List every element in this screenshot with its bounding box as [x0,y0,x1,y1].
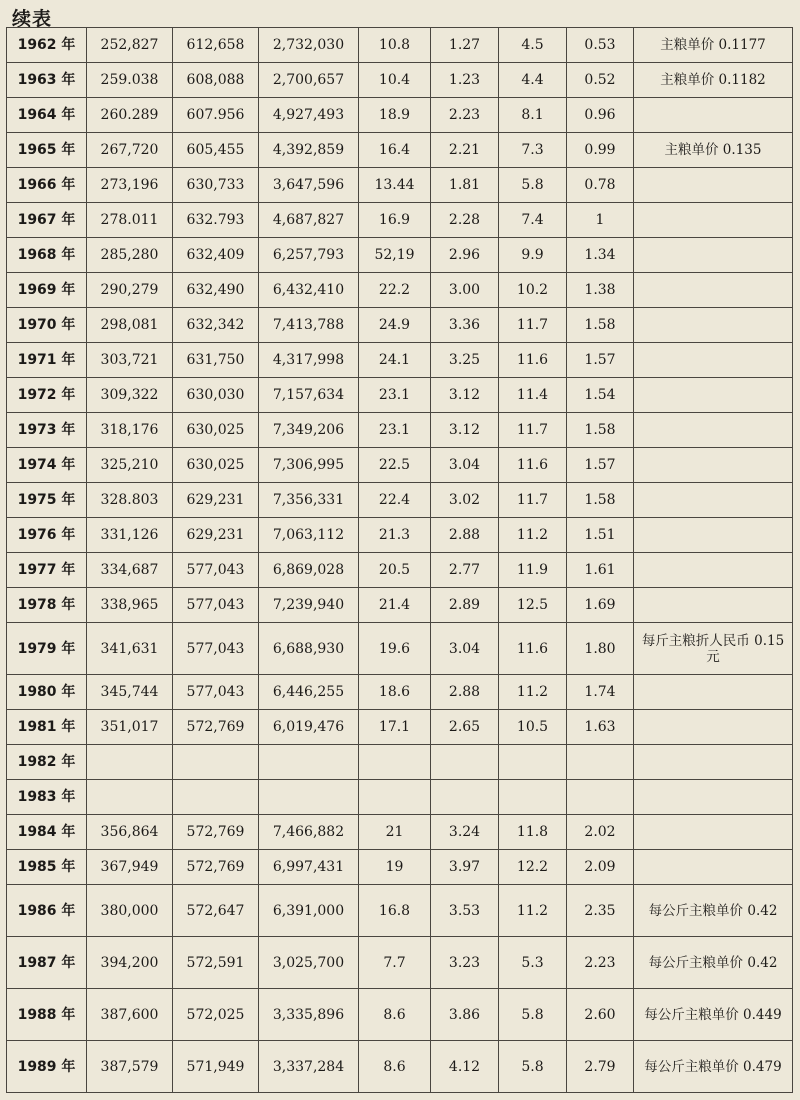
value-cell-c7: 1.61 [567,553,634,588]
value-cell-c2: 605,455 [173,133,259,168]
value-cell-c4: 24.1 [359,343,431,378]
table-row [7,885,793,937]
value-cell-c3: 2,700,657 [259,63,359,98]
value-cell-c6: 5.8 [499,989,567,1041]
value-cell-c1: 267,720 [87,133,173,168]
value-cell-c7: 1.69 [567,588,634,623]
value-cell-c3: 6,688,930 [259,623,359,675]
year-cell: 1965 年 [7,133,87,168]
value-cell-c7: 1.38 [567,273,634,308]
value-cell-c5: 3.00 [431,273,499,308]
value-cell-c3: 7,063,112 [259,518,359,553]
value-cell-c2: 572,025 [173,989,259,1041]
value-cell-c4: 52,19 [359,238,431,273]
value-cell-c3: 6,257,793 [259,238,359,273]
value-cell-c1: 259.038 [87,63,173,98]
note-cell [634,850,793,885]
value-cell-c2: 607.956 [173,98,259,133]
value-cell-c3: 7,356,331 [259,483,359,518]
note-cell [634,483,793,518]
value-cell-c1: 331,126 [87,518,173,553]
value-cell-c2: 608,088 [173,63,259,98]
value-cell-c4: 19 [359,850,431,885]
value-cell-c3: 2,732,030 [259,28,359,63]
value-cell-c1: 367,949 [87,850,173,885]
table-row [7,413,793,448]
value-cell-c4: 19.6 [359,623,431,675]
table-row [7,63,793,98]
value-cell-c4: 23.1 [359,413,431,448]
note-cell: 主粮单价 0.135 [634,133,793,168]
value-cell-c1: 394,200 [87,937,173,989]
value-cell-c7: 2.35 [567,885,634,937]
value-cell-c4: 8.6 [359,1041,431,1093]
value-cell-c6: 4.5 [499,28,567,63]
value-cell-c3: 6,997,431 [259,850,359,885]
year-cell: 1980 年 [7,675,87,710]
value-cell-c4 [359,745,431,780]
value-cell-c2: 572,769 [173,710,259,745]
value-cell-c2: 631,750 [173,343,259,378]
value-cell-c4: 16.9 [359,203,431,238]
value-cell-c7: 1 [567,203,634,238]
value-cell-c7: 2.02 [567,815,634,850]
value-cell-c1 [87,745,173,780]
value-cell-c1: 273,196 [87,168,173,203]
value-cell-c6 [499,780,567,815]
year-cell: 1981 年 [7,710,87,745]
value-cell-c3: 6,446,255 [259,675,359,710]
value-cell-c5: 2.88 [431,518,499,553]
table-row [7,343,793,378]
value-cell-c4 [359,780,431,815]
year-cell: 1967 年 [7,203,87,238]
value-cell-c5: 3.23 [431,937,499,989]
value-cell-c5: 2.88 [431,675,499,710]
value-cell-c2: 632.793 [173,203,259,238]
year-cell: 1978 年 [7,588,87,623]
value-cell-c7: 0.53 [567,28,634,63]
value-cell-c1: 290,279 [87,273,173,308]
value-cell-c6: 11.6 [499,343,567,378]
year-cell: 1976 年 [7,518,87,553]
value-cell-c6: 11.2 [499,518,567,553]
value-cell-c7: 0.96 [567,98,634,133]
value-cell-c4: 22.5 [359,448,431,483]
value-cell-c4: 7.7 [359,937,431,989]
value-cell-c6: 11.2 [499,675,567,710]
value-cell-c1: 341,631 [87,623,173,675]
value-cell-c5: 2.89 [431,588,499,623]
table-row [7,745,793,780]
value-cell-c1: 338,965 [87,588,173,623]
table-row [7,553,793,588]
value-cell-c1: 334,687 [87,553,173,588]
value-cell-c1: 325,210 [87,448,173,483]
value-cell-c7 [567,780,634,815]
value-cell-c4: 13.44 [359,168,431,203]
table-row [7,588,793,623]
table-row [7,518,793,553]
value-cell-c4: 18.9 [359,98,431,133]
value-cell-c6: 11.7 [499,483,567,518]
value-cell-c5: 3.97 [431,850,499,885]
value-cell-c4: 17.1 [359,710,431,745]
note-cell [634,518,793,553]
value-cell-c5: 4.12 [431,1041,499,1093]
value-cell-c4: 22.4 [359,483,431,518]
table-row [7,989,793,1041]
value-cell-c7: 1.57 [567,448,634,483]
table-body [7,28,793,1093]
value-cell-c7: 1.58 [567,483,634,518]
page-title: 续表 [12,8,53,30]
value-cell-c6: 4.4 [499,63,567,98]
value-cell-c5: 2.65 [431,710,499,745]
year-cell: 1972 年 [7,378,87,413]
value-cell-c3: 4,687,827 [259,203,359,238]
value-cell-c7: 2.79 [567,1041,634,1093]
value-cell-c2: 612,658 [173,28,259,63]
note-cell [634,553,793,588]
year-cell: 1962 年 [7,28,87,63]
note-cell: 每公斤主粮单价 0.449 [634,989,793,1041]
value-cell-c1 [87,780,173,815]
year-cell: 1982 年 [7,745,87,780]
value-cell-c7: 2.23 [567,937,634,989]
value-cell-c7: 1.74 [567,675,634,710]
value-cell-c5: 3.02 [431,483,499,518]
year-cell: 1988 年 [7,989,87,1041]
table-row [7,937,793,989]
table-row [7,98,793,133]
table-row [7,623,793,675]
year-cell: 1963 年 [7,63,87,98]
value-cell-c1: 260.289 [87,98,173,133]
note-cell [634,308,793,343]
value-cell-c6: 5.3 [499,937,567,989]
data-table [6,27,793,1093]
value-cell-c1: 345,744 [87,675,173,710]
value-cell-c7: 1.63 [567,710,634,745]
note-cell: 每公斤主粮单价 0.42 [634,937,793,989]
value-cell-c6: 11.6 [499,623,567,675]
value-cell-c3: 6,432,410 [259,273,359,308]
table-row [7,850,793,885]
value-cell-c6: 11.9 [499,553,567,588]
year-cell: 1979 年 [7,623,87,675]
value-cell-c6: 7.3 [499,133,567,168]
value-cell-c3: 3,025,700 [259,937,359,989]
value-cell-c6: 11.7 [499,308,567,343]
note-cell [634,745,793,780]
value-cell-c4: 24.9 [359,308,431,343]
value-cell-c1: 318,176 [87,413,173,448]
value-cell-c5: 3.36 [431,308,499,343]
table-row [7,448,793,483]
value-cell-c2 [173,780,259,815]
value-cell-c5: 3.12 [431,378,499,413]
year-cell: 1985 年 [7,850,87,885]
value-cell-c3: 6,869,028 [259,553,359,588]
value-cell-c7: 1.54 [567,378,634,413]
value-cell-c3: 7,306,995 [259,448,359,483]
value-cell-c1: 309,322 [87,378,173,413]
value-cell-c1: 252,827 [87,28,173,63]
value-cell-c5: 1.27 [431,28,499,63]
value-cell-c2: 577,043 [173,675,259,710]
value-cell-c1: 298,081 [87,308,173,343]
year-cell: 1989 年 [7,1041,87,1093]
value-cell-c6: 5.8 [499,168,567,203]
value-cell-c2: 630,025 [173,413,259,448]
value-cell-c1: 285,280 [87,238,173,273]
value-cell-c7: 1.58 [567,308,634,343]
year-cell: 1983 年 [7,780,87,815]
value-cell-c7: 2.60 [567,989,634,1041]
value-cell-c6: 11.2 [499,885,567,937]
value-cell-c4: 16.4 [359,133,431,168]
value-cell-c5 [431,745,499,780]
note-cell [634,238,793,273]
value-cell-c2 [173,745,259,780]
value-cell-c5: 2.28 [431,203,499,238]
value-cell-c3: 7,466,882 [259,815,359,850]
note-cell [634,378,793,413]
year-cell: 1975 年 [7,483,87,518]
value-cell-c6: 7.4 [499,203,567,238]
value-cell-c6: 12.2 [499,850,567,885]
value-cell-c3: 3,647,596 [259,168,359,203]
value-cell-c3 [259,745,359,780]
value-cell-c3: 4,392,859 [259,133,359,168]
year-cell: 1966 年 [7,168,87,203]
note-cell [634,815,793,850]
value-cell-c5: 2.96 [431,238,499,273]
table-row [7,815,793,850]
year-cell: 1970 年 [7,308,87,343]
value-cell-c1: 387,600 [87,989,173,1041]
value-cell-c7: 0.99 [567,133,634,168]
note-cell [634,448,793,483]
note-cell [634,588,793,623]
value-cell-c4: 23.1 [359,378,431,413]
table-row [7,308,793,343]
value-cell-c4: 10.4 [359,63,431,98]
table-row [7,203,793,238]
year-cell: 1987 年 [7,937,87,989]
value-cell-c2: 577,043 [173,623,259,675]
value-cell-c7: 1.34 [567,238,634,273]
table-row [7,780,793,815]
value-cell-c2: 629,231 [173,483,259,518]
value-cell-c3: 4,317,998 [259,343,359,378]
year-cell: 1974 年 [7,448,87,483]
value-cell-c3: 7,349,206 [259,413,359,448]
value-cell-c3 [259,780,359,815]
value-cell-c3: 3,337,284 [259,1041,359,1093]
table-row [7,273,793,308]
table-row [7,1041,793,1093]
year-cell: 1986 年 [7,885,87,937]
table-row [7,483,793,518]
value-cell-c5: 3.53 [431,885,499,937]
value-cell-c7: 1.51 [567,518,634,553]
value-cell-c2: 632,409 [173,238,259,273]
value-cell-c6: 5.8 [499,1041,567,1093]
value-cell-c4: 22.2 [359,273,431,308]
value-cell-c5: 3.04 [431,623,499,675]
note-cell [634,168,793,203]
value-cell-c7: 1.58 [567,413,634,448]
value-cell-c2: 571,949 [173,1041,259,1093]
value-cell-c6: 10.2 [499,273,567,308]
value-cell-c4: 20.5 [359,553,431,588]
note-cell: 主粮单价 0.1182 [634,63,793,98]
value-cell-c1: 278.011 [87,203,173,238]
value-cell-c6: 11.8 [499,815,567,850]
value-cell-c3: 6,391,000 [259,885,359,937]
value-cell-c7: 0.52 [567,63,634,98]
table-row [7,710,793,745]
value-cell-c2: 630,030 [173,378,259,413]
value-cell-c5: 1.23 [431,63,499,98]
note-cell [634,780,793,815]
value-cell-c7: 1.80 [567,623,634,675]
year-cell: 1964 年 [7,98,87,133]
value-cell-c3: 7,157,634 [259,378,359,413]
value-cell-c3: 7,413,788 [259,308,359,343]
value-cell-c2: 572,647 [173,885,259,937]
value-cell-c5: 3.12 [431,413,499,448]
value-cell-c6: 11.7 [499,413,567,448]
table-row [7,675,793,710]
year-cell: 1977 年 [7,553,87,588]
table-row [7,133,793,168]
note-cell: 每公斤主粮单价 0.479 [634,1041,793,1093]
value-cell-c1: 328.803 [87,483,173,518]
value-cell-c4: 21.3 [359,518,431,553]
note-cell: 主粮单价 0.1177 [634,28,793,63]
value-cell-c1: 380,000 [87,885,173,937]
note-cell: 每斤主粮折人民币 0.15 元 [634,623,793,675]
value-cell-c3: 3,335,896 [259,989,359,1041]
value-cell-c2: 577,043 [173,553,259,588]
value-cell-c2: 630,733 [173,168,259,203]
year-cell: 1971 年 [7,343,87,378]
year-cell: 1973 年 [7,413,87,448]
note-cell: 每公斤主粮单价 0.42 [634,885,793,937]
value-cell-c5: 3.86 [431,989,499,1041]
value-cell-c7: 2.09 [567,850,634,885]
value-cell-c4: 10.8 [359,28,431,63]
value-cell-c4: 18.6 [359,675,431,710]
value-cell-c6 [499,745,567,780]
value-cell-c2: 572,769 [173,815,259,850]
table-row [7,238,793,273]
value-cell-c1: 387,579 [87,1041,173,1093]
value-cell-c6: 12.5 [499,588,567,623]
value-cell-c2: 572,769 [173,850,259,885]
value-cell-c3: 7,239,940 [259,588,359,623]
table-row [7,378,793,413]
value-cell-c2: 629,231 [173,518,259,553]
note-cell [634,675,793,710]
value-cell-c2: 632,342 [173,308,259,343]
table-row [7,28,793,63]
value-cell-c1: 351,017 [87,710,173,745]
note-cell [634,203,793,238]
note-cell [634,98,793,133]
note-cell [634,710,793,745]
value-cell-c5: 3.25 [431,343,499,378]
value-cell-c5 [431,780,499,815]
value-cell-c2: 630,025 [173,448,259,483]
value-cell-c6: 10.5 [499,710,567,745]
value-cell-c7: 1.57 [567,343,634,378]
value-cell-c4: 16.8 [359,885,431,937]
value-cell-c1: 303,721 [87,343,173,378]
note-cell [634,273,793,308]
note-cell [634,413,793,448]
value-cell-c5: 2.23 [431,98,499,133]
value-cell-c3: 6,019,476 [259,710,359,745]
value-cell-c5: 2.77 [431,553,499,588]
value-cell-c7 [567,745,634,780]
value-cell-c4: 8.6 [359,989,431,1041]
year-cell: 1968 年 [7,238,87,273]
year-cell: 1969 年 [7,273,87,308]
value-cell-c4: 21 [359,815,431,850]
value-cell-c2: 572,591 [173,937,259,989]
value-cell-c6: 11.4 [499,378,567,413]
value-cell-c5: 3.04 [431,448,499,483]
table-row [7,168,793,203]
value-cell-c2: 632,490 [173,273,259,308]
value-cell-c5: 1.81 [431,168,499,203]
value-cell-c6: 8.1 [499,98,567,133]
year-cell: 1984 年 [7,815,87,850]
value-cell-c1: 356,864 [87,815,173,850]
value-cell-c5: 2.21 [431,133,499,168]
value-cell-c2: 577,043 [173,588,259,623]
note-cell [634,343,793,378]
value-cell-c5: 3.24 [431,815,499,850]
value-cell-c6: 9.9 [499,238,567,273]
value-cell-c7: 0.78 [567,168,634,203]
value-cell-c3: 4,927,493 [259,98,359,133]
value-cell-c4: 21.4 [359,588,431,623]
value-cell-c6: 11.6 [499,448,567,483]
